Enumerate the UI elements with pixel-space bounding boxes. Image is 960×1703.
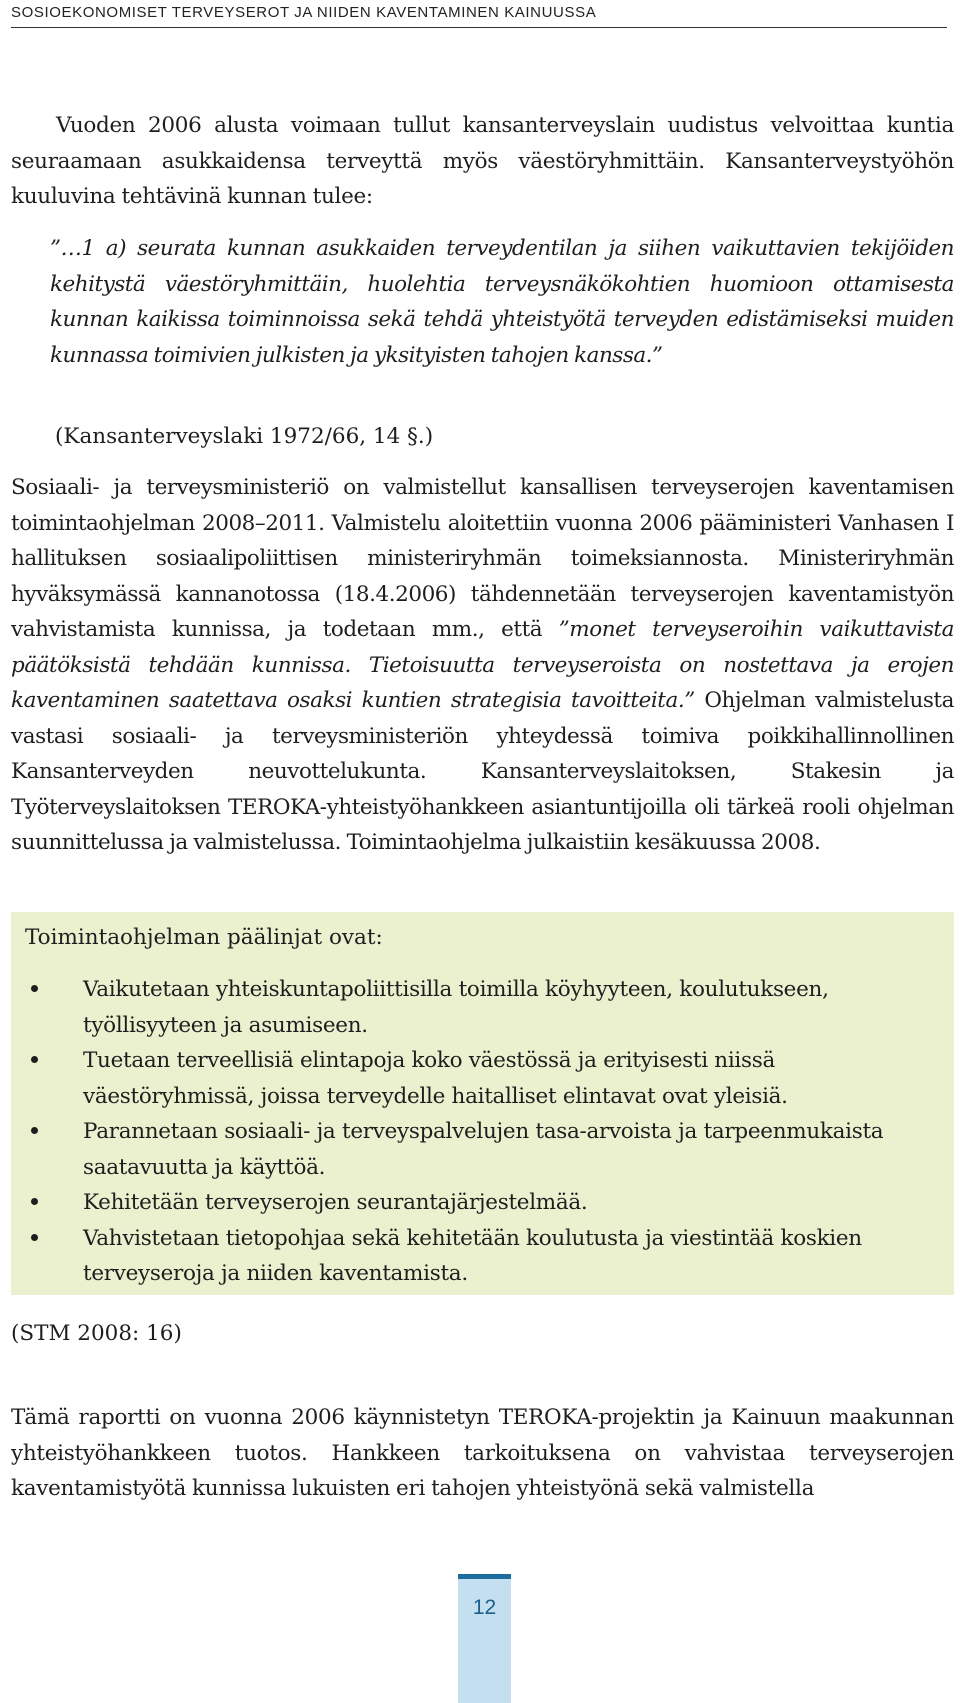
law-quote [50,231,954,373]
bullet-icon [31,1056,38,1063]
intro-section [11,108,954,215]
report-section [11,1400,954,1507]
program-section [11,470,954,861]
page-number-tab [458,1574,511,1703]
bullet-text: Vahvistetaan tietopohjaa sekä kehitetään koulutusta ja viestintää koskien terveyseroja ja niiden kaventamista. [83,1225,862,1286]
program-paragraph [11,470,954,861]
law-quote-text: ”…1 a) seurata kunnan asukkaiden terveydentilan ja siihen vaikuttavien tekijöiden kehitystä väestöryhmittäin, huolehtia terveysnäkökohtien huomioon ottamisesta kunnan kaikissa toiminnoissa sekä tehdä yhteistyötä terveyden edistämiseksi muiden kunnassa toimivien julkisten ja yksityisten tahojen kanssa.” [50,236,954,368]
program-paragraph-part1: Sosiaali- ja terveysministeriö on valmistellut kansallisen terveyserojen kaventamisen toimintaohjelman 2008–2011. Valmistelu aloitettiin vuonna 2006 pääministeri Vanhasen I hallituksen sosiaalipoliittisen ministeriryhmän toimeksiannosta. Ministeriryhmän hyväksymässä kannanotossa (18.4.2006) tähdennetään terveyserojen kaventamistyön vahvistamista kunnissa, ja todetaan mm., että [11,475,954,642]
bullet-text: Tuetaan terveellisiä elintapoja koko väestössä ja erityisesti niissä väestöryhmissä, joissa terveydelle haitalliset elintavat ovat yleisiä. [83,1048,788,1109]
bullet-text: Parannetaan sosiaali- ja terveyspalvelujen tasa-arvoista ja tarpeenmukaista saatavuutta ja käyttöä. [83,1119,884,1180]
program-paragraph-quote: ”monet terveyseroihin vaikuttavista päätöksistä tehdään kunnissa. Tietoisuutta terveyseroista on nostettava ja erojen kaventaminen saatettava osaksi kuntien strategisia tavoitteita.” [11,617,954,713]
bullet-icon [31,1198,38,1205]
bullet-item [11,1043,954,1114]
bullet-item [11,1221,954,1292]
bullet-item [11,1114,954,1185]
summary-box-title: Toimintaohjelman päälinjat ovat: [25,925,383,950]
page-number: 12 [472,1596,497,1619]
bullet-text: Vaikutetaan yhteiskuntapoliittisilla toimilla köyhyyteen, koulutukseen, työllisyyteen ja asumiseen. [83,977,829,1038]
summary-bullet-list [11,972,954,1292]
bullet-icon [31,1127,38,1134]
bullet-text: Kehitetään terveyserojen seurantajärjestelmää. [83,1190,588,1215]
law-quote-source: (Kansanterveyslaki 1972/66, 14 §.) [55,424,434,449]
bullet-icon [31,985,38,992]
bullet-item [11,1185,954,1221]
intro-paragraph: Vuoden 2006 alusta voimaan tullut kansanterveyslain uudistus velvoittaa kuntia seuraamaan asukkaidensa terveyttä myös väestöryhmittäin. Kansanterveystyöhön kuuluvina tehtävinä kunnan tulee: [11,113,954,209]
summary-box [11,912,954,1295]
stm-reference: (STM 2008: 16) [11,1321,182,1346]
running-header: SOSIOEKONOMISET TERVEYSEROT JA NIIDEN KAVENTAMINEN KAINUUSSA [11,0,947,28]
report-paragraph: Tämä raportti on vuonna 2006 käynnistetyn TEROKA-projektin ja Kainuun maakunnan yhteistyöhankkeen tuotos. Hankkeen tarkoituksena on vahvistaa terveyserojen kaventamistyötä kunnissa lukuisten eri tahojen yhteistyönä sekä valmistella [11,1405,954,1501]
bullet-item [11,972,954,1043]
program-paragraph-part2: Ohjelman valmistelusta vastasi sosiaali- ja terveysministeriön yhteydessä toimiva poikkihallinnollinen Kansanterveyden neuvottelukunta. Kansanterveyslaitoksen, Stakesin ja Työterveyslaitoksen TEROKA-yhteistyöhankkeen asiantuntijoilla oli tärkeä rooli ohjelman suunnittelussa ja valmistelussa. Toimintaohjelma julkaistiin kesäkuussa 2008. [11,688,954,855]
bullet-icon [31,1234,38,1241]
